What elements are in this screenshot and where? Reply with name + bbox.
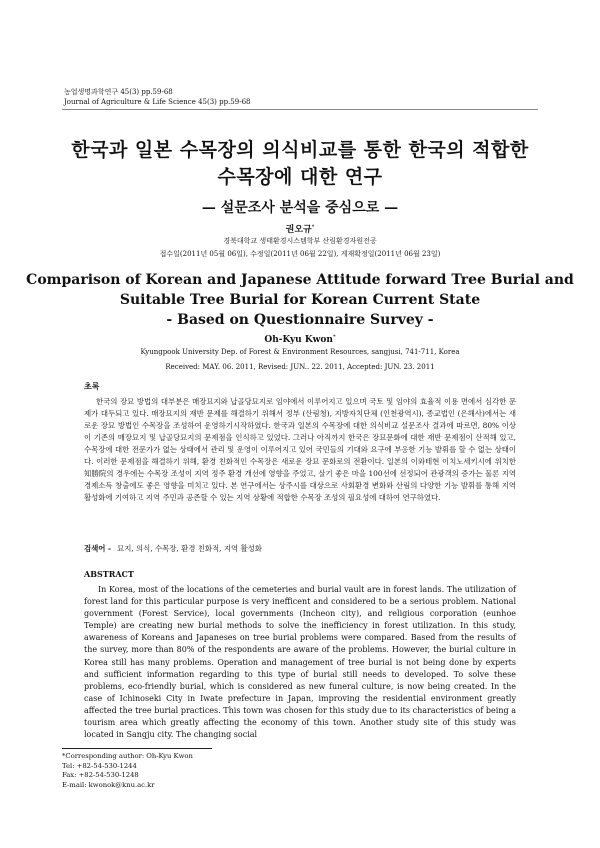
keywords-label: 검색어 -	[84, 544, 112, 553]
title-ko-line-1: 한국과 일본 수목장의 의식비교를 통한 한국의 적합한	[71, 139, 529, 161]
footnote-email: E-mail: kwonok@knu.ac.kr	[62, 780, 155, 789]
journal-name-en: Journal of Agriculture & Life Science 45(3) pp.59-68	[64, 98, 251, 106]
title-en-line-3: - Based on Questionnaire Survey -	[166, 312, 434, 328]
author-english	[0, 334, 600, 345]
title-en-line-2: Suitable Tree Burial for Korean Current State	[119, 292, 481, 308]
footnote	[62, 752, 193, 790]
corresponding-mark: *	[311, 224, 315, 230]
footnote-corresponding: *Corresponding author: Oh-Kyu Kwon	[62, 752, 193, 760]
author-korean	[0, 222, 600, 235]
footnote-fax: Fax: +82-54-530-1248	[62, 771, 139, 780]
subtitle-korean: — 설문조사 분석을 중심으로 —	[201, 200, 399, 216]
title-en-line-1: Comparison of Korean and Japanese Attitude forward Tree Burial and	[26, 272, 574, 288]
keywords	[84, 543, 262, 554]
dates-korean: 접수일(2011년 05월 06일), 수정일(2011년 06월 22일), 게재확정일(2011년 06월 23일)	[159, 250, 441, 258]
abstract-ko-heading: 초록	[84, 381, 100, 391]
affiliation-korean: 경북대학교 생태환경시스템학부 산림환경자원전공	[223, 237, 377, 245]
footnote-divider	[62, 748, 212, 749]
footnote-tel: Tel: +82-54-530-1244	[62, 761, 137, 770]
journal-header	[64, 87, 250, 107]
abstract-ko-body: 한국의 장묘 방법의 대부분은 매장묘지와 납골당묘지로 임야에서 이루어지고 있으며 국토 및 임야의 효율적 이용 면에서 심각한 문제가 대두되고 있다. 매장묘지의 재반 문제를 해결하기 위해서 정부 (산림청), 지방자치단체 (인천광역시), 종교법인 (은해사)에서는 새로운 장묘 방법인 수목장을 조성하여 운영하기시작하였다. 한국과 일본의 수목장에 대한 의식비교 설문조사 결과에 따르면, 80% 이상이 기존의 매장묘지 및 납골당묘지의 문제점을 인식하고 있었다. 그러나 아직까지 한국은 장묘문화에 대한 재반 문제점이 산적해 있고, 수목장에 대한 전문가가 없는 상태에서 관리 및 운영이 이루어지고 있어 국민들의 기대와 요구에 부응한 기능 발휘를 할 수 없는 상태이다. 이러한 문제점을 해결하기 위해, 환경 친화적인 수목장은 새로운 장묘 문화로의 전환이다. 일본의 이와테현 이치노세키시에 위치한 知勝院의 경우에는 수목장 조성이 지역 정주 환경 개선에 영향을 주었고, 살기 좋은 마을 100선에 선정되어 관광객의 증가는 물론 지역경제소득 창출에도 좋은 영향을 미치고 있다. 본 연구에서는 상주시를 대상으로 사회환경 변화와 산림의 다양한 기능 발휘를 통해 지역 활성화에 기여하고 지역 주민과 공존할 수 있는 지역 상황에 적합한 수목장 조성의 필요성에 대하여 연구하였다.	[84, 397, 516, 502]
author-en-name: Oh-Kyu Kwon	[264, 335, 333, 345]
author-ko-name: 권오규	[285, 225, 312, 235]
keywords-text: 묘지, 의식, 수목장, 환경 친화적, 지역 활성화	[117, 544, 262, 553]
title-english	[0, 270, 600, 330]
header-divider	[62, 109, 538, 110]
journal-name-ko: 농업생명과학연구 45(3) pp.59-68	[64, 88, 173, 96]
affiliation-english: Kyungpook University Dep. of Forest & Environment Resources, sangjusi, 741-711, Korea	[140, 348, 460, 356]
abstract-en-body: In Korea, most of the locations of the cemeteries and burial vault are in forest lands. The utilization of forest land for this particular purpose is very inefficent and considered to be a serious problem. National government (Forest Service), local governments (Incheon city), and religious corporation (eunhoe Temple) are creating new burial methods to solve the inefficiency in forest utilization. In this study, awareness of Koreans and Japaneses on tree burial problems were compared. Based from the results of the survey, more than 80% of the respondents are aware of the problems. However, the burial culture in Korea still has many problems. Operation and management of tree burial is not being done by experts and sufficient information regarding to this type of burial still needs to developed. To solve these problems, eco-friendly burial, which is considered as new funeral culture, is now being created. In the case of Ichinoseki City in Iwate prefecture in Japan, improving the residential environment greatly affected the tree burial practices. This town was chosen for this study due to its characteristics of being a tourism area which greatly affecting the economy of this town. Another study site of this study was located in Sangju city. The changing social	[84, 585, 516, 740]
dates-english: Received: MAY. 06. 2011, Revised: JUN.. 22. 2011, Accepted: JUN. 23. 2011	[165, 363, 435, 371]
title-ko-line-2: 수목장에 대한 연구	[217, 166, 383, 188]
title-korean	[0, 137, 600, 191]
corresponding-mark-en: *	[332, 334, 336, 340]
abstract-en-heading: ABSTRACT	[84, 569, 134, 579]
